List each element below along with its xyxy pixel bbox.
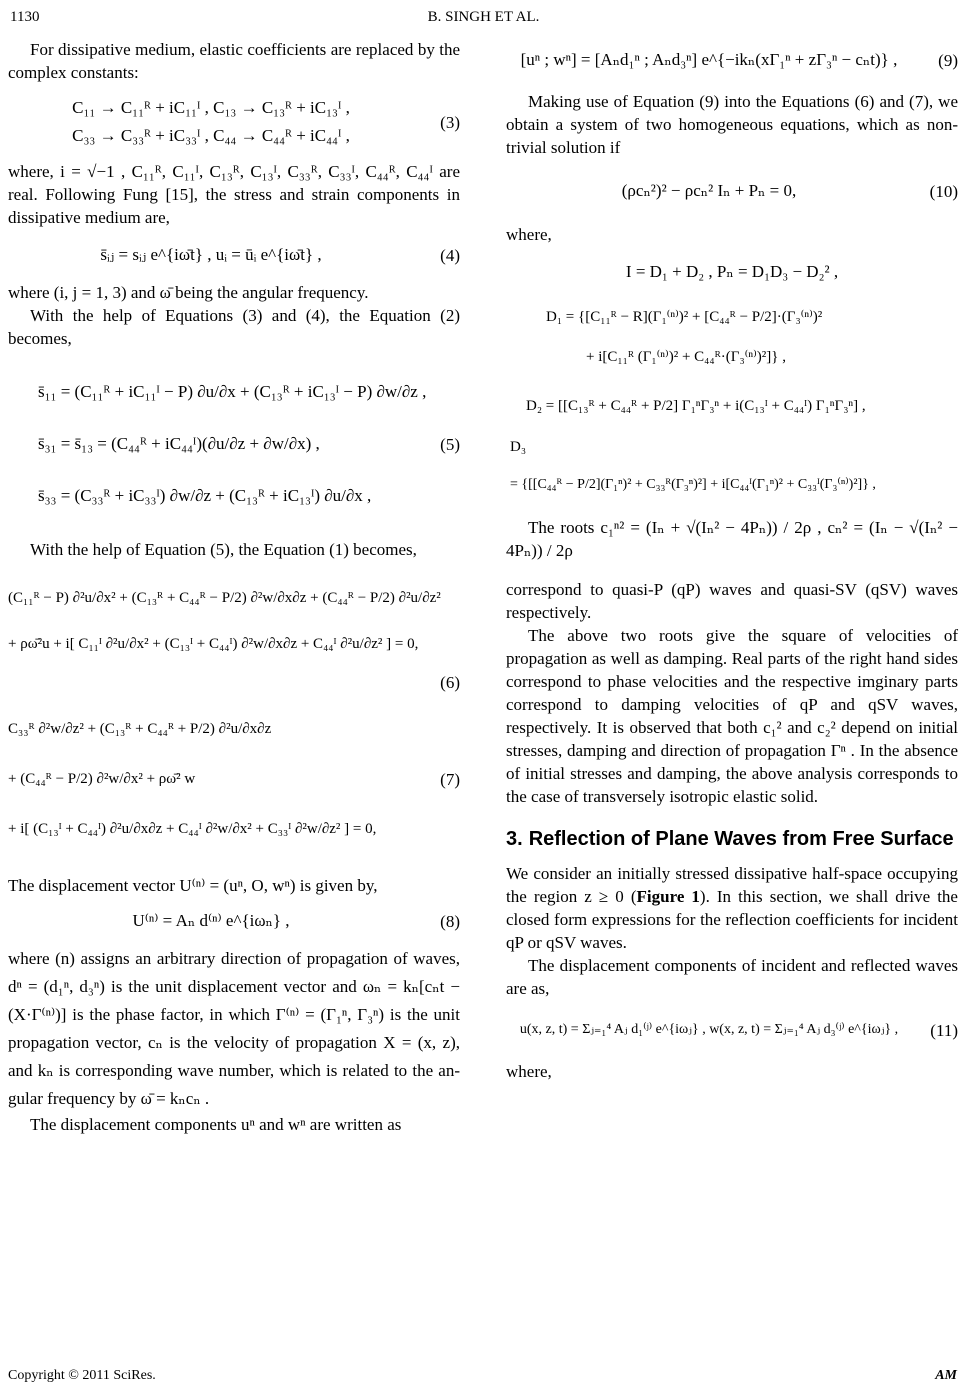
section-heading: [506, 826, 958, 852]
equation-line: u(x, z, t) = Σⱼ₌₁⁴ Aⱼ d₁⁽ʲ⁾ e^{iωⱼ} , w(x, z, t) = Σⱼ₌₁⁴ Aⱼ d₃⁽ʲ⁾ e^{iωⱼ} ,: [519, 1022, 899, 1037]
copyright: Copyright © 2011 SciRes.: [8, 1368, 156, 1383]
equation-line: s̄₃₃ = (C₃₃ᴿ + iC₃₃ᴵ) ∂w/∂z + (C₁₃ᴿ + iC₁₃ᴵ) ∂u/∂x ,: [38, 486, 372, 505]
roots-expression: The roots c₁ⁿ² = (Iₙ + √(Iₙ² − 4Pₙ)) / 2ρ , cₙ² = (Iₙ − √(Iₙ² − 4Pₙ)) / 2ρ: [506, 518, 958, 560]
paragraph: With the help of Equation (5), the Equation (1) becomes,: [30, 540, 417, 559]
equation-6: [8, 575, 460, 667]
equation-line: (ρcₙ²)² − ρcₙ² Iₙ + Pₙ = 0,: [621, 181, 797, 200]
paragraph: The above two roots give the square of velocities of propagation as well as damping. Real parts of the right hand sides correspond to phase velocities and the respective imginary parts correspond to damping velocities of qP and qSV waves, respectively. It is observed that both c₁² and c₂² depend on initial stresses, damping and direction of propagation Γⁿ . In the absence of initial stresses and damping, the above analysis corresponds to the case of transversely isotropic elastic solid.: [506, 626, 958, 806]
paragraph: correspond to quasi-P (qP) waves and quasi-SV (qSV) waves respectively.: [506, 580, 958, 622]
paragraph: where, i = √−1 , C₁₁ᴿ, C₁₁ᴵ, C₁₃ᴿ, C₁₃ᴵ, C₃₃ᴿ, C₃₃ᴵ, C₄₄ᴿ, C₄₄ᴵ are real. Following Fung [15], the stress and strain components in dissipative medium are,: [8, 162, 460, 227]
equation-number: (7): [440, 769, 460, 789]
equation-number: (4): [440, 245, 460, 265]
equation-5: [8, 366, 460, 522]
paragraph: With the help of Equations (3) and (4), the Equation (2) becomes,: [8, 306, 460, 348]
paragraph: where (n) assigns an arbitrary direction of propagation of waves, dⁿ = (d₁ⁿ, d₃ⁿ) is the unit displacement vector and ωₙ = kₙ[cₙt − (X·Γ⁽ⁿ⁾)] is the phase factor, in which Γ⁽ⁿ⁾ = (Γ₁ⁿ, Γ₃ⁿ) is the unit propagation vector, cₙ is the velocity of propagation X = (x, z), and kₙ is corresponding wave number, which is related to the angular frequency by ω̄ = kₙcₙ .: [8, 949, 460, 1108]
equation-8: [8, 909, 460, 933]
equation-line: s̄₃₁ = s̄₁₃ = (C₄₄ᴿ + iC₄₄ᴵ)(∂u/∂z + ∂w/∂x) ,: [38, 434, 320, 453]
equation-line: C₁₁ → C₁₁ᴿ + iC₁₁ᴵ , C₁₃ → C₁₃ᴿ + iC₁₃ᴵ ,: [72, 98, 350, 117]
paragraph: The displacement components of incident and reflected waves are as,: [506, 956, 958, 998]
paragraph: The displacement components uⁿ and wⁿ are written as: [30, 1115, 402, 1134]
definition-line: = {[[C₄₄ᴿ − P/2](Γ₁ⁿ)² + C₃₃ᴿ(Γ₃ⁿ)²] + i[C₄₄ᴵ(Γ₁ⁿ)² + C₃₃ᴵ(Γ₃⁽ⁿ⁾)²]} ,: [510, 477, 876, 492]
equation-11: [506, 1018, 958, 1042]
equation-number: (5): [440, 434, 460, 454]
definition-line: + i[C₁₁ᴿ (Γ₁⁽ⁿ⁾)² + C₄₄ᴿ·(Γ₃⁽ⁿ⁾)²]} ,: [586, 349, 786, 365]
paragraph: where,: [506, 225, 552, 244]
equation-line: C₃₃ᴿ ∂²w/∂z² + (C₁₃ᴿ + C₄₄ᴿ + P/2) ∂²u/∂x∂z: [8, 721, 272, 737]
equation-number: (11): [930, 1020, 958, 1040]
equation-line: [uⁿ ; wⁿ] = [Aₙd₁ⁿ ; Aₙd₃ⁿ] e^{−ikₙ(xΓ₁ⁿ + zΓ₃ⁿ − cₙt)} ,: [520, 50, 898, 69]
paragraph: where,: [506, 1062, 552, 1081]
journal-abbrev: AM: [935, 1368, 957, 1383]
equation-number: (9): [938, 50, 958, 70]
paragraph: [506, 862, 958, 954]
right-column: [506, 38, 958, 1083]
equation-line: + (C₄₄ᴿ − P/2) ∂²w/∂x² + ρω̄² w: [8, 771, 196, 787]
paragraph: The displacement vector U⁽ⁿ⁾ = (uⁿ, O, wⁿ) is given by,: [8, 876, 378, 895]
equation-number: (3): [440, 112, 460, 132]
definition-label: D₃: [510, 439, 527, 455]
equation-line: s̄₁₁ = (C₁₁ᴿ + iC₁₁ᴵ − P) ∂u/∂x + (C₁₃ᴿ + iC₁₃ᴵ − P) ∂w/∂z ,: [38, 382, 427, 401]
paragraph-text: ). In this section, we shall drive the closed form expressions for the reflection coefficients for incident qP or qSV waves.: [506, 887, 958, 952]
equation-10: [506, 179, 958, 203]
equation-line: (C₁₁ᴿ − P) ∂²u/∂x² + (C₁₃ᴿ + C₄₄ᴿ − P/2) ∂²w/∂x∂z + (C₄₄ᴿ − P/2) ∂²u/∂z²: [8, 590, 441, 606]
section-number: 3.: [506, 828, 523, 850]
equation-4: [8, 243, 460, 267]
page-header: [0, 6, 967, 28]
equation-number: (6): [440, 673, 460, 692]
definition-line: D₁ = {[C₁₁ᴿ − R](Γ₁⁽ⁿ⁾)² + [C₄₄ᴿ − P/2]·(Γ₃⁽ⁿ⁾)²: [546, 309, 823, 325]
equation-line: U⁽ⁿ⁾ = Aₙ d⁽ⁿ⁾ e^{iωₙ} ,: [132, 911, 290, 930]
definition-line: D₂ = [[C₁₃ᴿ + C₄₄ᴿ + P/2] Γ₁ⁿΓ₃ⁿ + i(C₁₃ᴵ + C₄₄ᴵ) Γ₁ⁿΓ₃ⁿ] ,: [526, 398, 866, 414]
page-footer: [0, 1364, 967, 1384]
running-head-authors: B. SINGH ET AL.: [427, 9, 540, 25]
equation-line: + i[ (C₁₃ᴵ + C₄₄ᴵ) ∂²u/∂x∂z + C₄₄ᴵ ∂²w/∂x² + C₃₃ᴵ ∂²w/∂z² ] = 0,: [8, 821, 377, 837]
equation-number: (10): [929, 181, 958, 201]
page-number: 1130: [10, 9, 40, 25]
equation-line: + ρω̄²u + i[ C₁₁ᴵ ∂²u/∂x² + (C₁₃ᴵ + C₄₄ᴵ) ∂²w/∂x∂z + C₄₄ᴵ ∂²u/∂z² ] = 0,: [8, 636, 419, 652]
left-column: [8, 38, 460, 1136]
paragraph: For dissipative medium, elastic coefficients are replaced by the complex constants:: [8, 40, 460, 82]
equation-3: [8, 94, 460, 150]
equation-9: [506, 48, 958, 72]
equation-number: (8): [440, 911, 460, 931]
equation-line: C₃₃ → C₃₃ᴿ + iC₃₃ᴵ , C₄₄ → C₄₄ᴿ + iC₄₄ᴵ ,: [72, 126, 350, 145]
definition-d1: [506, 297, 958, 377]
paragraph: Making use of Equation (9) into the Equations (6) and (7), we obtain a system of two homogeneous equations, which as non-trivial solution if: [506, 92, 958, 157]
section-title: Reflection of Plane Waves from Free Surface: [528, 828, 954, 850]
paragraph-text: We consider an initially stressed dissipative half-space occupying the region z ≥ 0 (: [506, 864, 958, 906]
definition-line: I = D₁ + D₂ , Pₙ = D₁D₃ − D₂² ,: [625, 262, 839, 281]
figure-link[interactable]: Figure 1: [636, 887, 700, 906]
equation-7: [8, 704, 460, 854]
equation-line: s̄ᵢⱼ = sᵢⱼ e^{iω̄t} , uᵢ = ūᵢ e^{iω̄t} ,: [100, 245, 322, 264]
paragraph: where (i, j = 1, 3) and ω̄ being the angular frequency.: [8, 283, 369, 302]
